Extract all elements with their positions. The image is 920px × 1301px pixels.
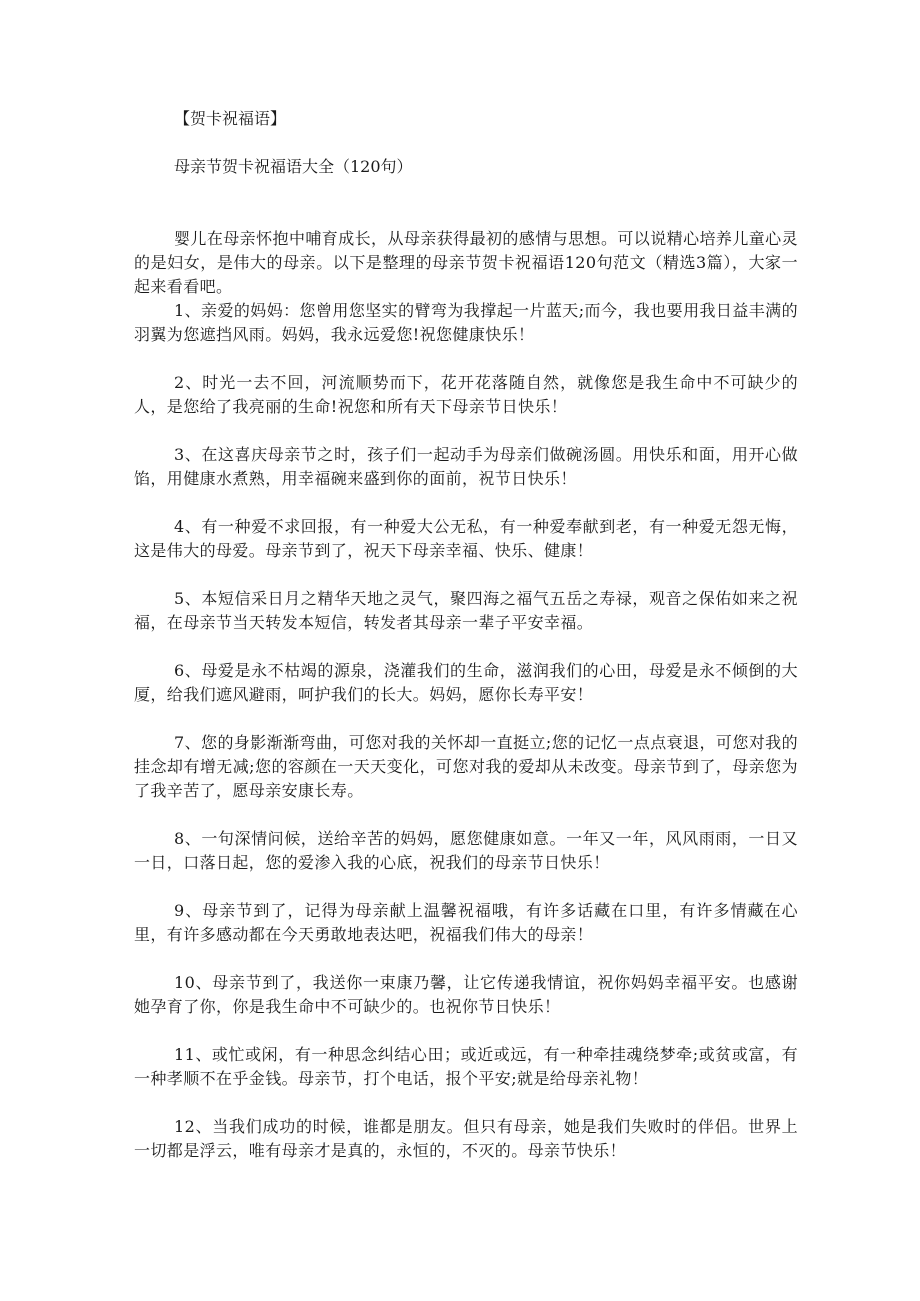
list-item: 10、母亲节到了，我送你一束康乃馨，让它传递我情谊，祝你妈妈幸福平安。也感谢她孕育了你，你是我生命中不可缺少的。也祝你节日快乐！ [134, 973, 798, 1016]
list-item: 7、您的身影渐渐弯曲，可您对我的关怀却一直挺立;您的记忆一点点衰退，可您对我的挂念却有增无减;您的容颜在一天天变化，可您对我的爱却从未改变。母亲节到了，母亲您为了我辛苦了，愿母亲安康长寿。 [134, 733, 798, 800]
list-item: 12、当我们成功的时候，谁都是朋友。但只有母亲，她是我们失败时的伴侣。世界上一切都是浮云，唯有母亲才是真的，永恒的，不灭的。母亲节快乐！ [134, 1117, 798, 1160]
document-title: 母亲节贺卡祝福语大全（120句） [174, 157, 413, 176]
list-item: 2、时光一去不回，河流顺势而下，花开花落随自然，就像您是我生命中不可缺少的人，是您给了我亮丽的生命!祝您和所有天下母亲节日快乐！ [134, 373, 798, 416]
list-item: 11、或忙或闲，有一种思念纠结心田；或近或远，有一种牵挂魂绕梦牵;或贫或富，有一种孝顺不在乎金钱。母亲节，打个电话，报个平安;就是给母亲礼物！ [134, 1045, 798, 1088]
section-heading: 【贺卡祝福语】 [174, 109, 287, 128]
list-item: 5、本短信采日月之精华天地之灵气，聚四海之福气五岳之寿禄，观音之保佑如来之祝福，在母亲节当天转发本短信，转发者其母亲一辈子平安幸福。 [134, 589, 798, 632]
list-item: 9、母亲节到了，记得为母亲献上温馨祝福哦，有许多话藏在口里，有许多情藏在心里，有许多感动都在今天勇敢地表达吧，祝福我们伟大的母亲！ [134, 901, 798, 944]
list-item: 4、有一种爱不求回报，有一种爱大公无私，有一种爱奉献到老，有一种爱无怨无悔，这是伟大的母爱。母亲节到了，祝天下母亲幸福、快乐、健康！ [134, 517, 798, 560]
list-item: 1、亲爱的妈妈：您曾用您坚实的臂弯为我撑起一片蓝天;而今，我也要用我日益丰满的羽翼为您遮挡风雨。妈妈，我永远爱您!祝您健康快乐！ [134, 301, 798, 344]
list-item: 3、在这喜庆母亲节之时，孩子们一起动手为母亲们做碗汤圆。用快乐和面，用开心做馅，用健康水煮熟，用幸福碗来盛到你的面前，祝节日快乐！ [134, 445, 798, 488]
list-item: 6、母爱是永不枯竭的源泉，浇灌我们的生命，滋润我们的心田，母爱是永不倾倒的大厦，给我们遮风避雨，呵护我们的长大。妈妈，愿你长寿平安！ [134, 661, 798, 704]
list-item: 8、一句深情问候，送给辛苦的妈妈，愿您健康如意。一年又一年，风风雨雨，一日又一日，口落日起，您的爱渗入我的心底，祝我们的母亲节日快乐！ [134, 829, 798, 872]
intro-paragraph: 婴儿在母亲怀抱中哺育成长，从母亲获得最初的感情与思想。可以说精心培养儿童心灵的是妇女，是伟大的母亲。以下是整理的母亲节贺卡祝福语120句范文（精选3篇），大家一起来看看吧。 [134, 229, 798, 296]
